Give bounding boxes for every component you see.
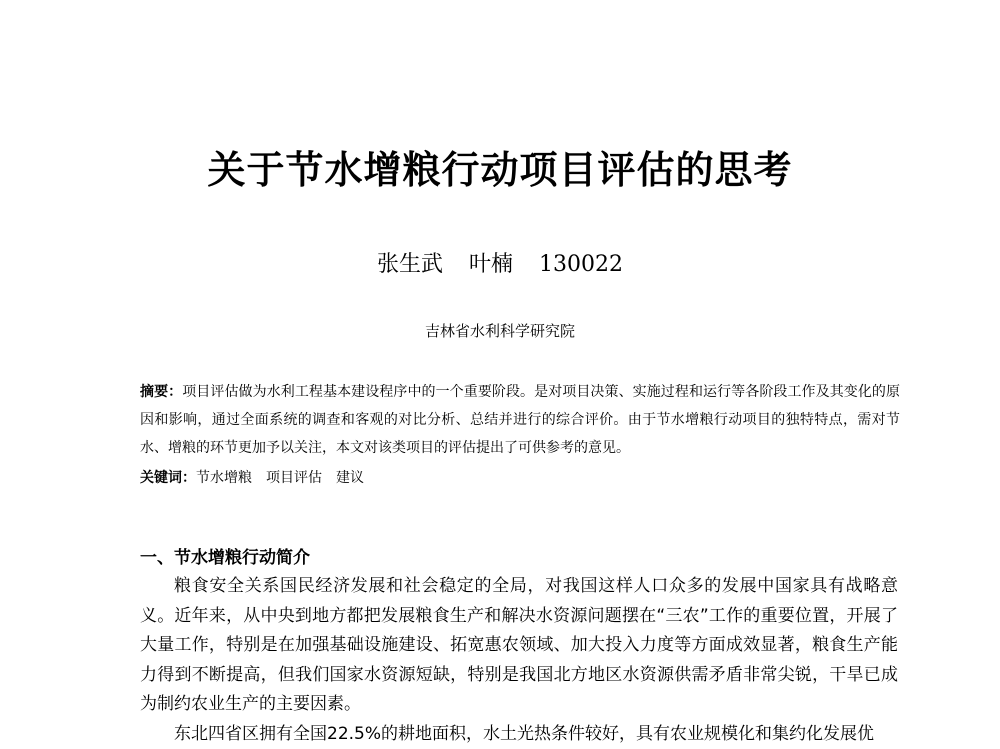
body-paragraph: 东北四省区拥有全国22.5%的耕地面积，水土光热条件较好，具有农业规模化和集约化发展优 (140, 720, 898, 749)
keyword: 项目评估 (266, 470, 322, 486)
author-name: 张生武 (377, 252, 443, 277)
keywords (140, 464, 900, 492)
postcode: 130022 (539, 252, 623, 277)
body-paragraph: 粮食安全关系国民经济发展和社会稳定的全局，对我国这样人口众多的发展中国家具有战略意义。近年来，从中央到地方都把发展粮食生产和解决水资源问题摆在“三农”工作的重要位置，开展了大量工作，特别是在加强基础设施建设、拓宽惠农领域、加大投入力度等方面成效显著，粮食生产能力得到不断提高，但我们国家水资源短缺，特别是我国北方地区水资源供需矛盾非常尖锐，干旱已成为制约农业生产的主要因素。 (140, 572, 898, 720)
keywords-label: 关键词： (140, 470, 196, 486)
author-line (0, 250, 1000, 280)
abstract-label: 摘要： (140, 384, 182, 400)
author-name: 叶楠 (469, 252, 513, 277)
section-heading: 一、节水增粮行动简介 (140, 544, 310, 572)
section-body (140, 572, 898, 749)
affiliation: 吉林省水利科学研究院 (0, 320, 1000, 342)
paper-title: 关于节水增粮行动项目评估的思考 (0, 142, 1000, 198)
keyword: 建议 (336, 470, 364, 486)
keyword: 节水增粮 (196, 470, 252, 486)
abstract (140, 378, 900, 462)
abstract-text: 项目评估做为水利工程基本建设程序中的一个重要阶段。是对项目决策、实施过程和运行等各阶段工作及其变化的原因和影响，通过全面系统的调查和客观的对比分析、总结并进行的综合评价。由于节水增粮行动项目的独特特点，需对节水、增粮的环节更加予以关注，本文对该类项目的评估提出了可供参考的意见。 (140, 384, 900, 456)
